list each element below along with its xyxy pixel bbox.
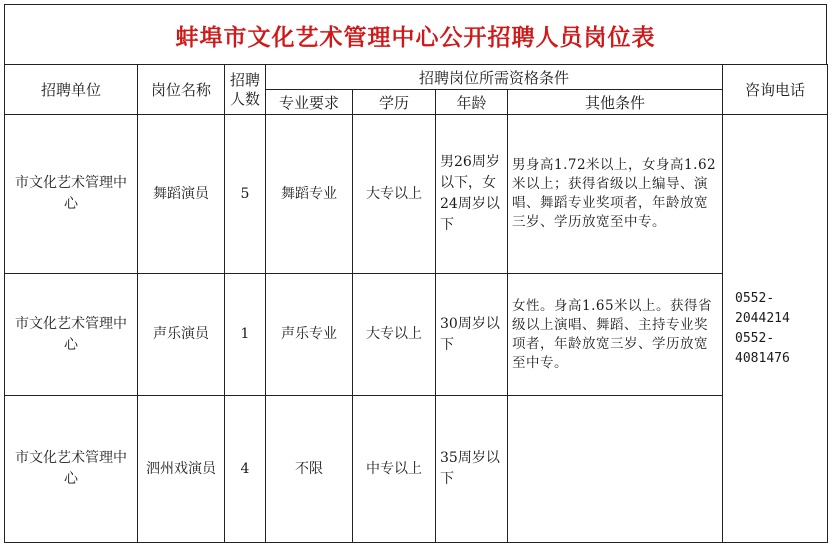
header-major: 专业要求 xyxy=(266,90,353,115)
positions-table xyxy=(4,64,828,543)
page-title: 蚌埠市文化艺术管理中心公开招聘人员岗位表 xyxy=(4,4,827,65)
cell-unit: 市文化艺术管理中心 xyxy=(5,396,138,543)
recruitment-table-sheet xyxy=(4,4,827,542)
cell-education: 中专以上 xyxy=(353,396,436,543)
header-row-top xyxy=(5,65,828,90)
cell-major: 舞蹈专业 xyxy=(266,115,353,274)
cell-position: 舞蹈演员 xyxy=(138,115,225,274)
table-row xyxy=(5,115,828,274)
table-row xyxy=(5,274,828,396)
cell-other xyxy=(508,396,723,543)
header-age: 年龄 xyxy=(436,90,508,115)
cell-unit: 市文化艺术管理中心 xyxy=(5,274,138,396)
cell-position: 泗州戏演员 xyxy=(138,396,225,543)
phone-line-2: 0552-4081476 xyxy=(735,330,790,366)
cell-count: 4 xyxy=(225,396,266,543)
cell-major: 声乐专业 xyxy=(266,274,353,396)
cell-other: 男身高1.72米以上，女身高1.62米以上；获得省级以上编导、演唱、舞蹈专业奖项者，年龄放宽三岁、学历放宽至中专。 xyxy=(508,115,723,274)
header-count: 招聘人数 xyxy=(225,65,266,115)
header-position: 岗位名称 xyxy=(138,65,225,115)
table-row xyxy=(5,396,828,543)
cell-unit: 市文化艺术管理中心 xyxy=(5,115,138,274)
header-phone: 咨询电话 xyxy=(723,65,828,115)
cell-count: 1 xyxy=(225,274,266,396)
cell-education: 大专以上 xyxy=(353,274,436,396)
cell-age: 男26周岁以下，女24周岁以下 xyxy=(436,115,508,274)
header-other: 其他条件 xyxy=(508,90,723,115)
phone-line-1: 0552-2044214 xyxy=(735,290,790,326)
cell-age: 30周岁以下 xyxy=(436,274,508,396)
cell-major: 不限 xyxy=(266,396,353,543)
cell-other: 女性。身高1.65米以上。获得省级以上演唱、舞蹈、主持专业奖项者，年龄放宽三岁、学历放宽至中专。 xyxy=(508,274,723,396)
header-education: 学历 xyxy=(353,90,436,115)
cell-education: 大专以上 xyxy=(353,115,436,274)
cell-phone xyxy=(723,115,828,543)
cell-count: 5 xyxy=(225,115,266,274)
header-unit: 招聘单位 xyxy=(5,65,138,115)
header-requirements-group: 招聘岗位所需资格条件 xyxy=(266,65,723,90)
cell-position: 声乐演员 xyxy=(138,274,225,396)
cell-age: 35周岁以下 xyxy=(436,396,508,543)
